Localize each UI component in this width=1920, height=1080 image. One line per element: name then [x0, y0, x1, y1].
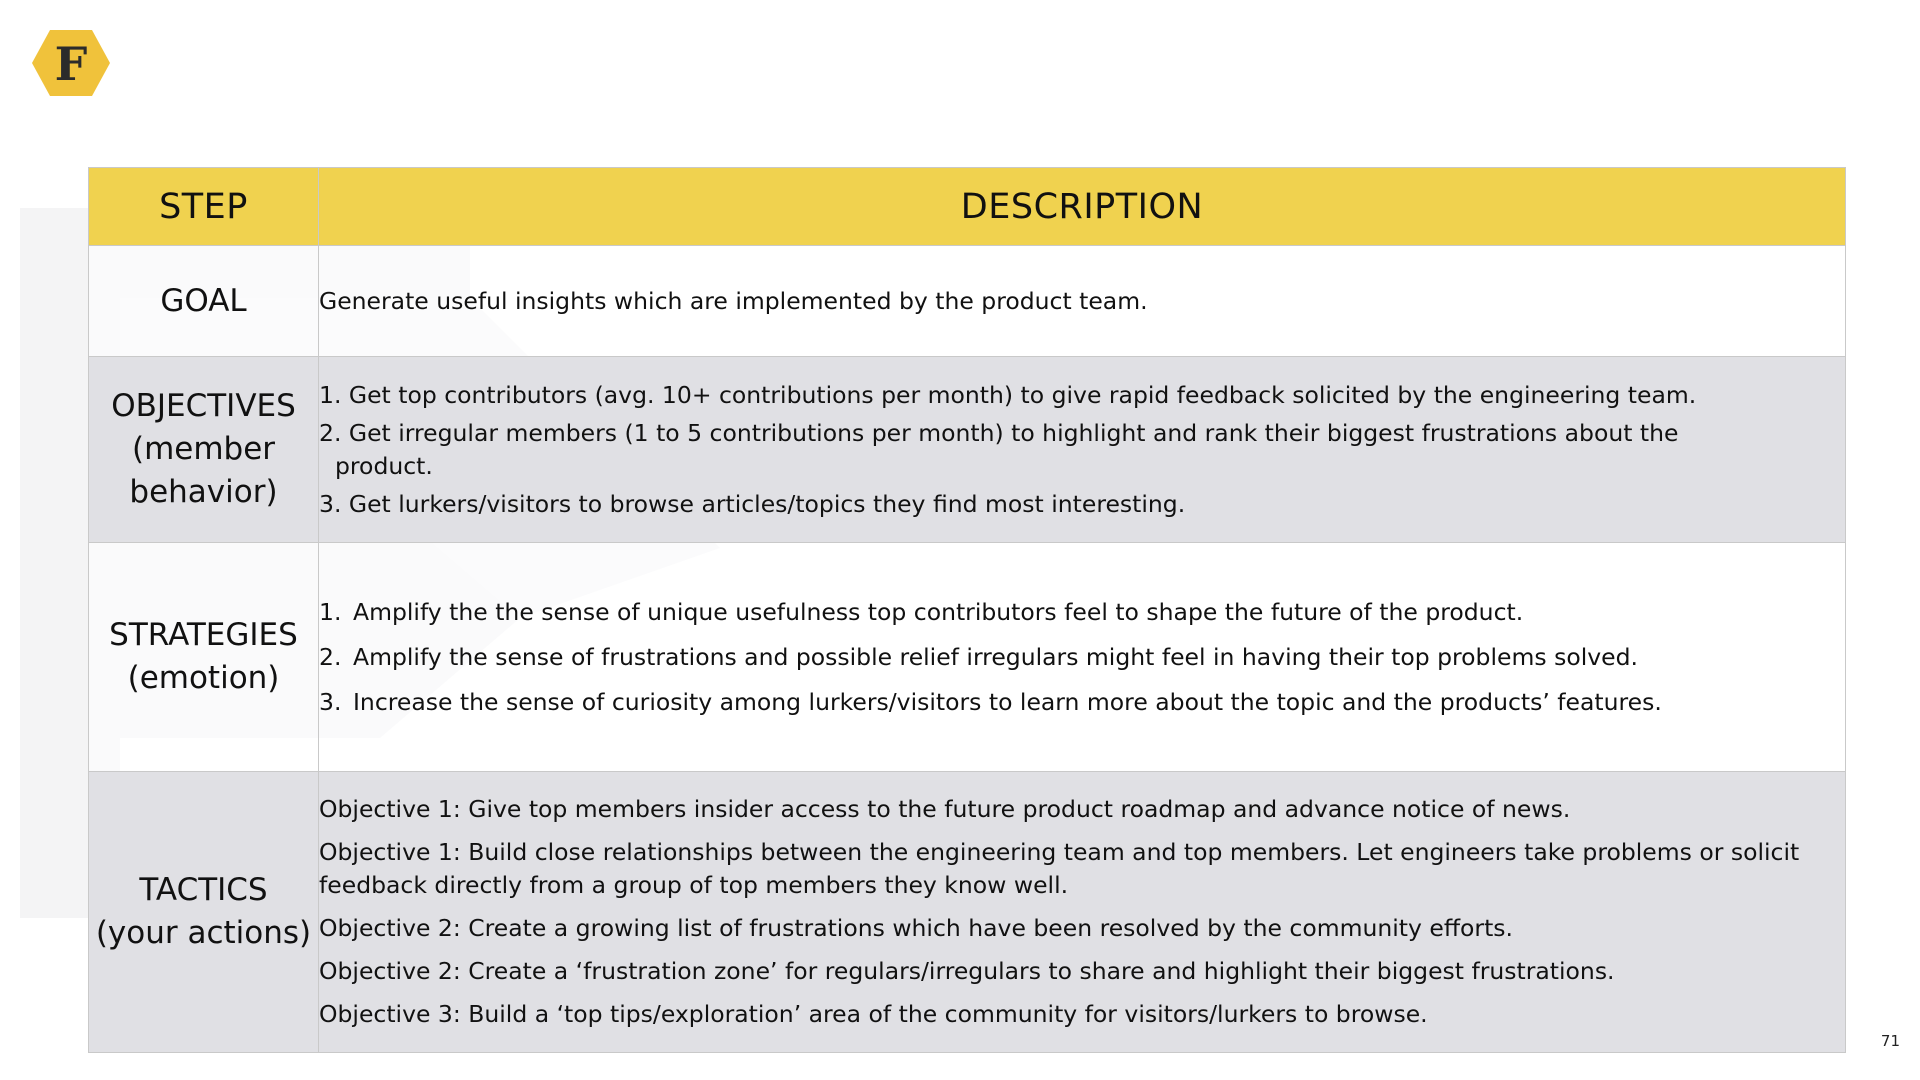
strategy-item [319, 596, 1845, 629]
strategy-text: Increase the sense of curiosity among lurkers/visitors to learn more about the topic and the products’ features. [353, 687, 1662, 716]
description-strategies [319, 543, 1846, 772]
tactic-item: Objective 2: Create a ‘frustration zone’ for regulars/irregulars to share and highlight their biggest frustrations. [319, 957, 1615, 985]
strategy-text: Amplify the sense of frustrations and possible relief irregulars might feel in having their top problems solved. [353, 642, 1638, 671]
step-tactics [89, 772, 319, 1053]
table-row-tactics [89, 772, 1846, 1053]
objective-item-continuation: product. [335, 451, 433, 480]
step-goal-label: GOAL [160, 282, 247, 319]
header-description: DESCRIPTION [319, 168, 1846, 246]
page-number: 71 [1880, 1032, 1900, 1050]
step-strategies [89, 543, 319, 772]
description-tactics [319, 772, 1846, 1053]
step-objectives [89, 357, 319, 543]
strategy-item [319, 641, 1845, 674]
table-row-goal [89, 246, 1846, 357]
objective-item-text: 2. Get irregular members (1 to 5 contributions per month) to highlight and rank their biggest frustrations about the [319, 418, 1679, 447]
table-row-objectives [89, 357, 1846, 543]
step-strategies-line-2: (emotion) [127, 660, 280, 696]
step-goal [89, 246, 319, 357]
objective-item [319, 417, 1845, 483]
step-objectives-line-3: behavior) [129, 474, 278, 510]
logo-letter: F [54, 37, 88, 91]
table-row-strategies [89, 543, 1846, 772]
tactic-item: Objective 1: Give top members insider access to the future product roadmap and advance notice of news. [319, 795, 1571, 823]
objective-item: 1. Get top contributors (avg. 10+ contributions per month) to give rapid feedback solicited by the engineering team. [319, 380, 1697, 409]
strategy-text: Amplify the the sense of unique usefulness top contributors feel to shape the future of the product. [353, 597, 1524, 626]
strategy-item [319, 686, 1845, 719]
goal-text: Generate useful insights which are implemented by the product team. [319, 286, 1148, 315]
tactic-item: Objective 2: Create a growing list of frustrations which have been resolved by the community efforts. [319, 914, 1514, 942]
step-strategies-line-1: STRATEGIES [109, 617, 298, 653]
step-tactics-line-2: (your actions) [95, 915, 312, 951]
strategy-number: 1. [319, 597, 342, 626]
strategy-number: 3. [319, 687, 342, 716]
tactic-item: Objective 1: Build close relationships between the engineering team and top members. Let engineers take problems or solicit feedback directly from a group of top members they know well. [319, 838, 1800, 899]
brand-logo-icon [32, 30, 110, 96]
table-header-row [89, 168, 1846, 246]
description-objectives [319, 357, 1846, 543]
tactic-item: Objective 3: Build a ‘top tips/exploration’ area of the community for visitors/lurkers to browse. [319, 1000, 1428, 1028]
objective-item: 3. Get lurkers/visitors to browse articles/topics they find most interesting. [319, 489, 1186, 518]
step-objectives-line-2: (member [131, 431, 276, 467]
step-tactics-line-1: TACTICS [139, 872, 268, 908]
strategy-number: 2. [319, 642, 342, 671]
header-step: STEP [89, 168, 319, 246]
strategy-table [88, 167, 1846, 1053]
step-objectives-line-1: OBJECTIVES [111, 388, 296, 424]
description-goal [319, 246, 1846, 357]
